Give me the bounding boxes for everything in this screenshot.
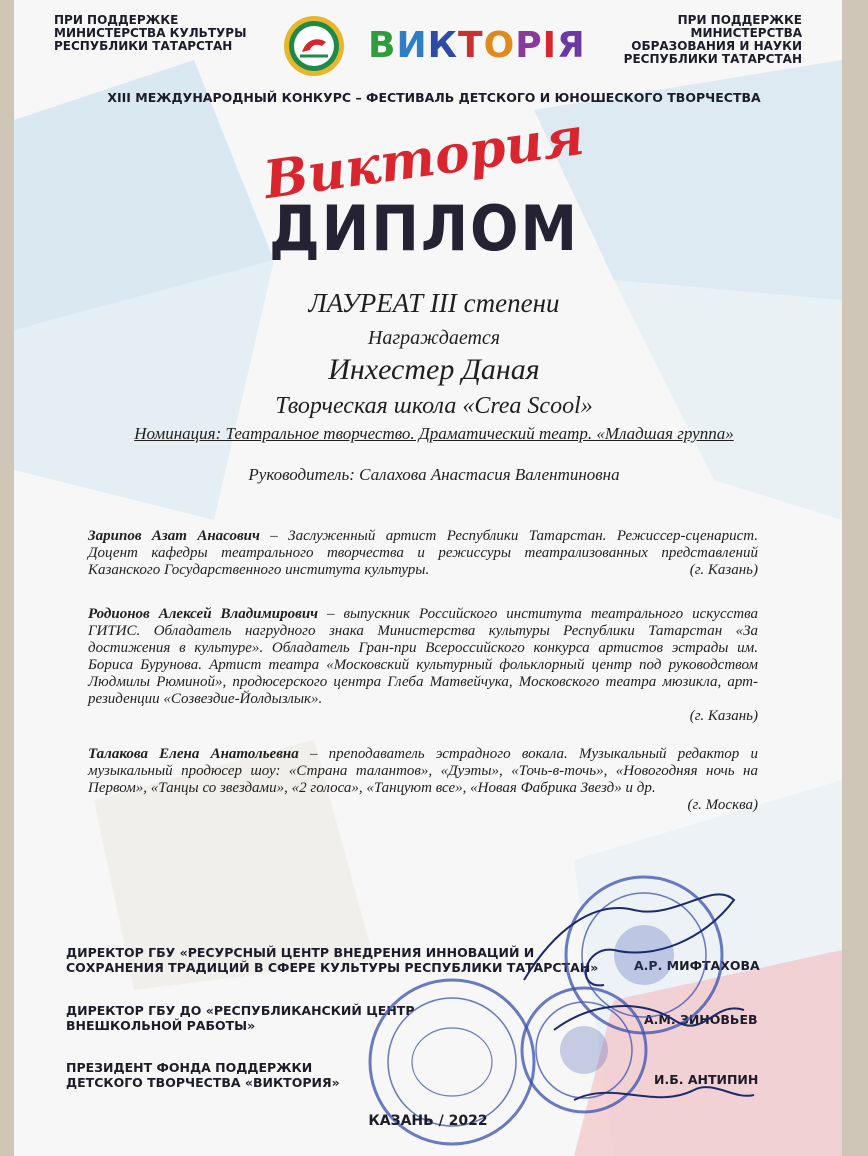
tatarstan-emblem-icon xyxy=(282,14,346,78)
left-sponsor-text: ПРИ ПОДДЕРЖКЕ МИНИСТЕРСТВА КУЛЬТУРЫ РЕСПУБЛИКИ ТАТАРСТАН xyxy=(54,13,247,53)
jury-city: (г. Москва) xyxy=(687,797,758,813)
brand-logo-text: ВИКТОРІЯ xyxy=(368,25,586,66)
jury-name: Родионов Алексей Владимирович xyxy=(88,606,319,622)
recipient-name: Инхестер Даная xyxy=(328,353,540,386)
jury-city: (г. Казань) xyxy=(689,708,758,724)
leader-name: Руководитель: Салахова Анастасия Валентиновна xyxy=(248,465,620,484)
jury-name: Зарипов Азат Анасович xyxy=(88,528,260,544)
city-year-footer: КАЗАНЬ / 2022 xyxy=(368,1113,488,1129)
school-name: Творческая школа «Crea Scool» xyxy=(275,393,593,419)
signatory-name: А.Р. МИФТАХОВА xyxy=(634,958,760,973)
diploma-page xyxy=(14,0,842,1156)
laureate-degree: ЛАУРЕАТ III степени xyxy=(308,288,560,318)
jury-member xyxy=(88,606,758,725)
signature-title: ДИРЕКТОР ГБУ «РЕСУРСНЫЙ ЦЕНТР ВНЕДРЕНИЯ ИННОВАЦИЙ И СОХРАНЕНИЯ ТРАДИЦИЙ В СФЕРЕ КУЛЬТУРЫ РЕСПУБЛИКИ ТАТАРСТАН» xyxy=(66,945,599,975)
signatory-name: А.М. ЗИНОВЬЕВ xyxy=(644,1012,758,1027)
jury-description: – Заслуженный артист Республики Татарстан. Режиссер-сценарист. Доцент кафедры театрального творчества и режиссуры театрализованных представлений Казанского Государственного института культуры. xyxy=(88,528,759,578)
jury-name: Талакова Елена Анатольевна xyxy=(88,746,299,762)
jury-member xyxy=(88,528,758,579)
signatory-name: И.Б. АНТИПИН xyxy=(654,1072,759,1087)
script-title: Виктория xyxy=(260,105,588,212)
awarded-label: Награждается xyxy=(367,327,501,349)
jury-description: – преподаватель эстрадного вокала. Музыкальный редактор и музыкальный продюсер шоу: «Страна талантов», «Дуэты», «Точь-в-точь», «Новогодняя ночь на Первом», «Танцы со звездами», «2 голоса», «Танцуют все», «Новая Фабрика Звезд» и др. xyxy=(88,746,758,796)
right-sponsor-text: ПРИ ПОДДЕРЖКЕ МИНИСТЕРСТВА ОБРАЗОВАНИЯ И НАУКИ РЕСПУБЛИКИ ТАТАРСТАН xyxy=(623,13,802,66)
jury-member xyxy=(88,746,758,814)
jury-description: – выпускник Российского института театрального искусства ГИТИС. Обладатель нагрудного знака Министерства культуры Республики Татарстан «За достижения в культуре». Обладатель Гран-при Всероссийского конкурса артистов эстрады им. Бориса Бурунова. Артист театра «Московский культурный фольклорный центр под руководством Людмилы Рюминой», продюсерского центра Глеба Матвейчука, Московского театра мюзикла, арт-резиденции «Созвездие-Йолдызлык». xyxy=(88,606,758,707)
signature-title: ПРЕЗИДЕНТ ФОНДА ПОДДЕРЖКИ ДЕТСКОГО ТВОРЧЕСТВА «ВИКТОРИЯ» xyxy=(66,1060,340,1090)
festival-title: XIII МЕЖДУНАРОДНЫЙ КОНКУРС – ФЕСТИВАЛЬ ДЕТСКОГО И ЮНОШЕСКОГО ТВОРЧЕСТВА xyxy=(107,90,761,105)
nomination: Номинация: Театральное творчество. Драматический театр. «Младшая группа» xyxy=(134,424,734,443)
jury-city: (г. Казань) xyxy=(689,562,758,578)
diploma-heading: ДИПЛОМ xyxy=(269,192,579,265)
signature-title: ДИРЕКТОР ГБУ ДО «РЕСПУБЛИКАНСКИЙ ЦЕНТР ВНЕШКОЛЬНОЙ РАБОТЫ» xyxy=(66,1003,415,1033)
